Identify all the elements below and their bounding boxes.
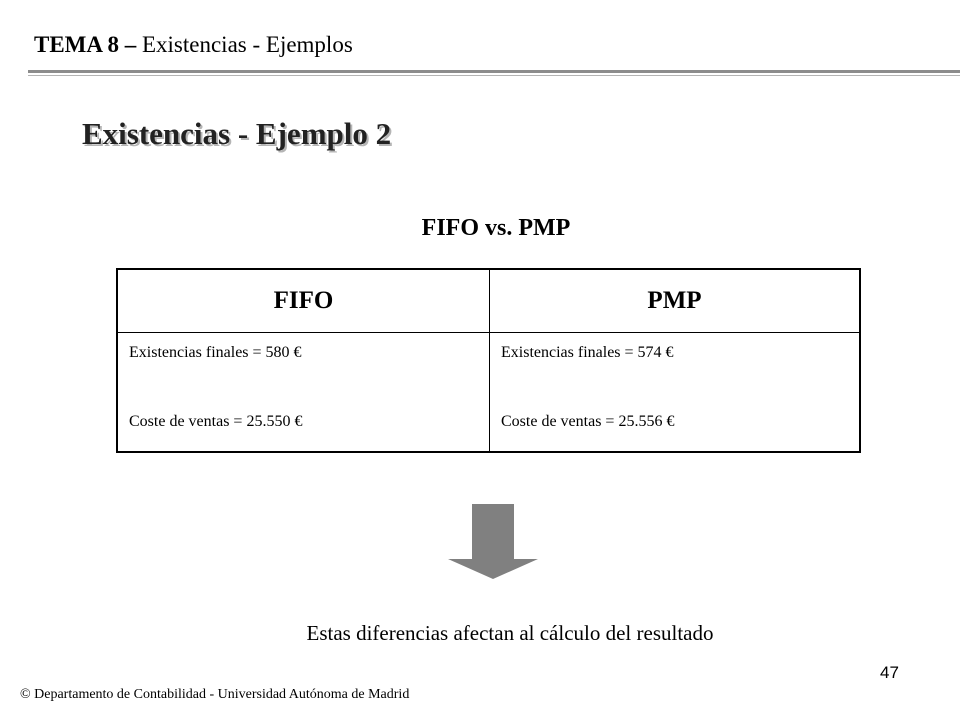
conclusion-text: Estas diferencias afectan al cálculo del resultado <box>306 621 714 645</box>
fifo-ending-inventory: Existencias finales = 580 € <box>129 344 302 361</box>
pmp-cost-of-sales: Coste de ventas = 25.556 € <box>501 413 675 430</box>
table-header-fifo: FIFO <box>118 270 490 333</box>
fifo-cost-of-sales: Coste de ventas = 25.550 € <box>129 413 303 430</box>
table-header-pmp: PMP <box>490 270 859 333</box>
comparison-subtitle: FIFO vs. PMP <box>421 215 571 241</box>
header-rule-thin <box>28 75 960 76</box>
down-arrow-icon <box>448 504 538 579</box>
page-number: 47 <box>880 663 899 682</box>
pmp-ending-inventory: Existencias finales = 574 € <box>501 344 674 361</box>
header-text: Existencias - Ejemplos <box>136 32 353 57</box>
table-cell-pmp <box>490 333 859 451</box>
header-prefix: TEMA 8 – <box>34 32 137 57</box>
table-cell-fifo <box>118 333 490 451</box>
footer-copyright: © Departamento de Contabilidad - Universidad Autónoma de Madrid <box>20 687 410 702</box>
comparison-table <box>116 268 861 453</box>
slide-title: Existencias - Ejemplo 2 <box>82 116 392 151</box>
header-rule-thick <box>28 70 960 73</box>
slide-header <box>34 30 353 60</box>
